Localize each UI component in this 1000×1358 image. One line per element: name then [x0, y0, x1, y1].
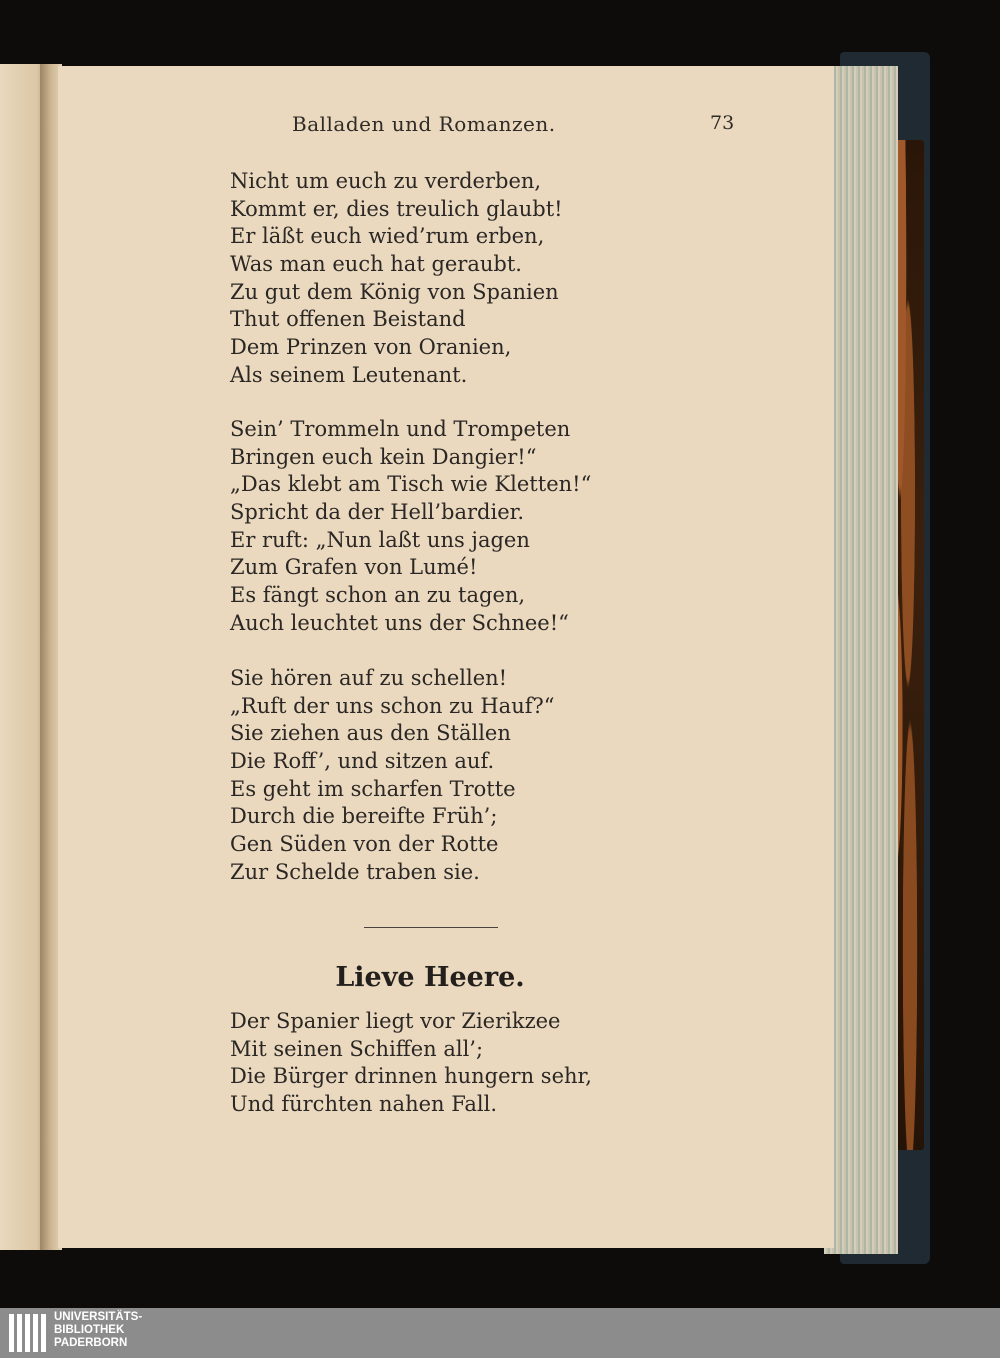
- verse-line: Auch leuchtet uns der Schnee!“: [230, 610, 569, 635]
- verse-line: „Das klebt am Tisch wie Kletten!“: [230, 472, 592, 497]
- section-divider: [364, 927, 498, 928]
- footer-bar: [0, 1308, 1000, 1358]
- verse-line: Spricht da der Hell’bardier.: [230, 500, 525, 525]
- page-number: 73: [710, 112, 735, 134]
- logo-line: PADERBORN: [54, 1337, 128, 1349]
- verse-line: Der Spanier liegt vor Zierikzee: [230, 1009, 561, 1033]
- verse-line: Er ruft: „Nun laßt uns jagen: [230, 527, 530, 552]
- verse-line: Sie ziehen aus den Ställen: [230, 721, 511, 746]
- verse-line: Mit seinen Schiffen all’;: [230, 1036, 484, 1061]
- verse-line: Es fängt schon an zu tagen,: [230, 583, 526, 608]
- verse-line: „Ruft der uns schon zu Hauf?“: [230, 693, 555, 718]
- stanza-1: [230, 168, 563, 390]
- verse-line: Und fürchten nahen Fall.: [230, 1092, 498, 1117]
- verse-line: Er läßt euch wied’rum erben,: [230, 224, 545, 249]
- stanza-3: [230, 665, 555, 887]
- verse-line: Als seinem Leutenant.: [230, 362, 468, 387]
- verse-line: Durch die bereifte Früh’;: [230, 804, 498, 829]
- verse-line: Dem Prinzen von Oranien,: [230, 335, 512, 360]
- verse-line: Sein’ Trommeln und Trompeten: [230, 417, 571, 441]
- verse-line: Die Roff’, und sitzen auf.: [230, 749, 495, 774]
- verse-line: Thut offenen Beistand: [230, 307, 466, 332]
- section-title-text: Lieve Heere.: [335, 962, 525, 993]
- stanza-4: [230, 1008, 592, 1119]
- verse-line: Zum Grafen von Lumé!: [230, 555, 478, 580]
- verse-line: Kommt er, dies treulich glaubt!: [230, 196, 563, 221]
- stanza-2: [230, 416, 591, 638]
- verse-line: Gen Süden von der Rotte: [230, 832, 499, 857]
- verse-line: Was man euch hat geraubt.: [230, 252, 522, 277]
- verse-line: Es geht im scharfen Trotte: [230, 776, 516, 801]
- running-header: Balladen und Romanzen.: [292, 112, 556, 136]
- logo-line: UNIVERSITÄTS-: [54, 1311, 143, 1323]
- verse-line: Bringen euch kein Dangier!“: [230, 444, 537, 469]
- library-logo-text: [54, 1311, 142, 1350]
- verse-line: Zur Schelde traben sie.: [230, 859, 480, 884]
- verse-line: Sie hören auf zu schellen!: [230, 666, 508, 690]
- verse-line: Zu gut dem König von Spanien: [230, 279, 559, 304]
- logo-line: BIBLIOTHEK: [54, 1324, 125, 1336]
- verse-line: Nicht um euch zu verderben,: [230, 169, 542, 193]
- library-logo-icon: [8, 1312, 48, 1354]
- section-title: [0, 962, 860, 993]
- page-edges: [824, 66, 898, 1254]
- verse-line: Die Bürger drinnen hungern sehr,: [230, 1064, 592, 1089]
